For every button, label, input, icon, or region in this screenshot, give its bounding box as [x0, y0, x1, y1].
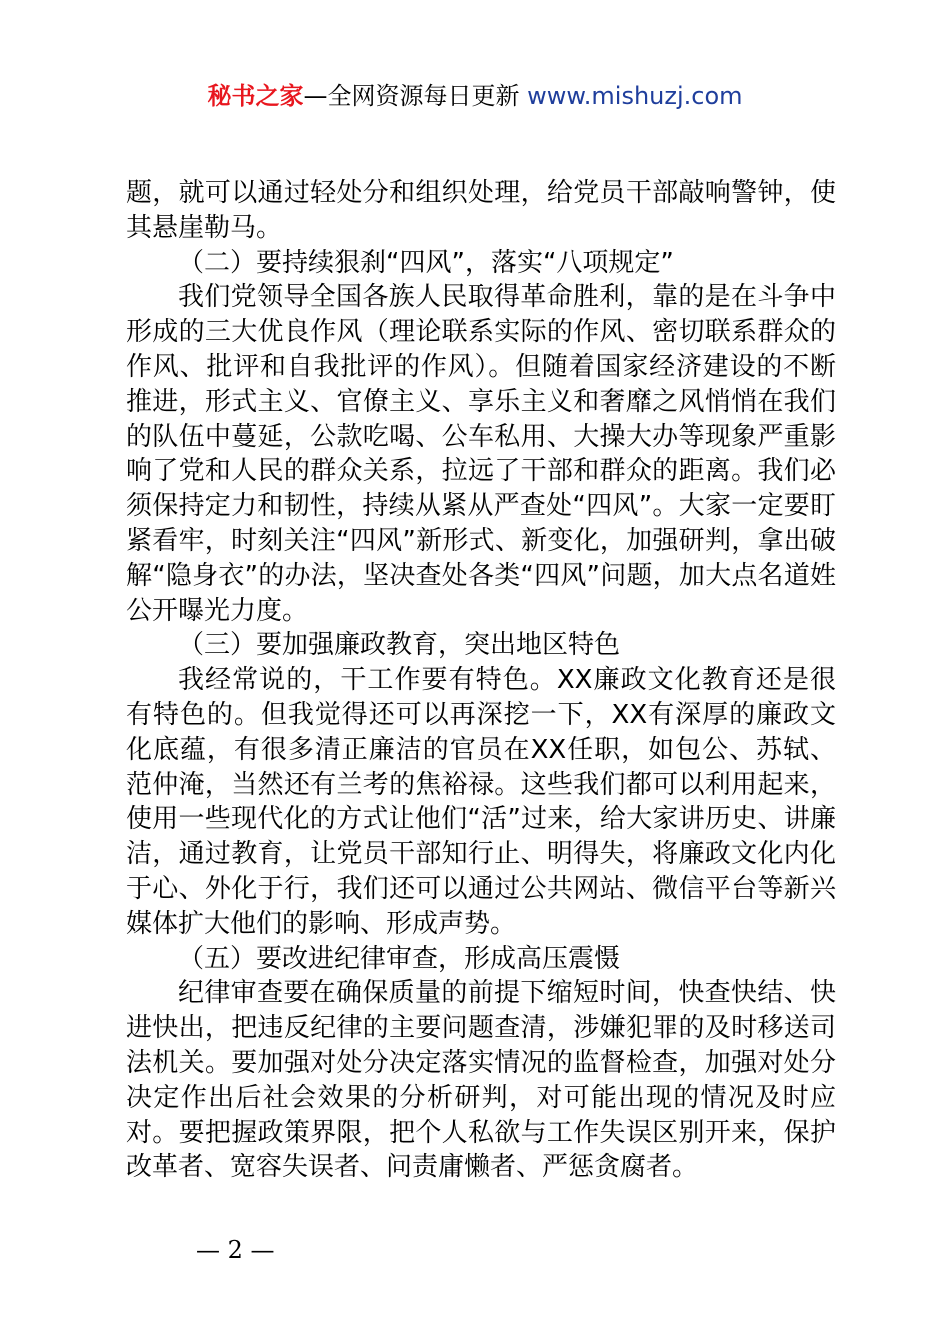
section-heading-five: （五）要改进纪律审查，形成高压震慑 — [178, 943, 621, 974]
document-body — [126, 176, 836, 1185]
site-brand: 秘书之家 — [207, 82, 304, 110]
section-heading-three: （三）要加强廉政教育，突出地区特色 — [178, 630, 621, 661]
paragraph-continuation: 题，就可以通过轻处分和组织处理，给党员干部敲响警钟，使其悬崖勒马。 — [126, 178, 836, 243]
site-slogan: —全网资源每日更新 — [303, 82, 528, 110]
site-header — [0, 78, 950, 114]
section-heading-two: （二）要持续狠刹“四风”，落实“八项规定” — [178, 247, 674, 278]
paragraph-discipline-review: 纪律审查要在确保质量的前提下缩短时间，快查快结、快进快出，把违反纪律的主要问题查清，涉嫌犯罪的及时移送司法机关。要加强对处分决定落实情况的监督检查，加强对处分决定作出后社会效果的分析研判，对可能出现的情况及时应对。要把握政策界限，把个人私欲与工作失误区别开来，保护改革者、宽容失误者、问责庸懒者、严惩贪腐者。 — [126, 978, 836, 1183]
paragraph-integrity-education: 我经常说的，干工作要有特色。XX廉政文化教育还是很有特色的。但我觉得还可以再深挖一下，XX有深厚的廉政文化底蕴，有很多清正廉洁的官员在XX任职，如包公、苏轼、范仲淹，当然还有兰考的焦裕禄。这些我们都可以利用起来，使用一些现代化的方式让他们“活”过来，给大家讲历史、讲廉洁，通过教育，让党员干部知行止、明得失，将廉政文化内化于心、外化于行，我们还可以通过公共网站、微信平台等新兴媒体扩大他们的影响、形成声势。 — [126, 665, 836, 939]
site-url: www.mishuzj.com — [527, 82, 743, 110]
page-number: — 2 — — [196, 1236, 275, 1264]
paragraph-four-winds: 我们党领导全国各族人民取得革命胜利，靠的是在斗争中形成的三大优良作风（理论联系实际的作风、密切联系群众的作风、批评和自我批评的作风）。但随着国家经济建设的不断推进，形式主义、官僚主义、享乐主义和奢靡之风悄悄在我们的队伍中蔓延，公款吃喝、公车私用、大操大办等现象严重影响了党和人民的群众关系，拉远了干部和群众的距离。我们必须保持定力和韧性，持续从紧从严查处“四风”。大家一定要盯紧看牢，时刻关注“四风”新形式、新变化，加强研判，拿出破解“隐身衣”的办法，坚决查处各类“四风”问题，加大点名道姓公开曝光力度。 — [126, 282, 836, 626]
